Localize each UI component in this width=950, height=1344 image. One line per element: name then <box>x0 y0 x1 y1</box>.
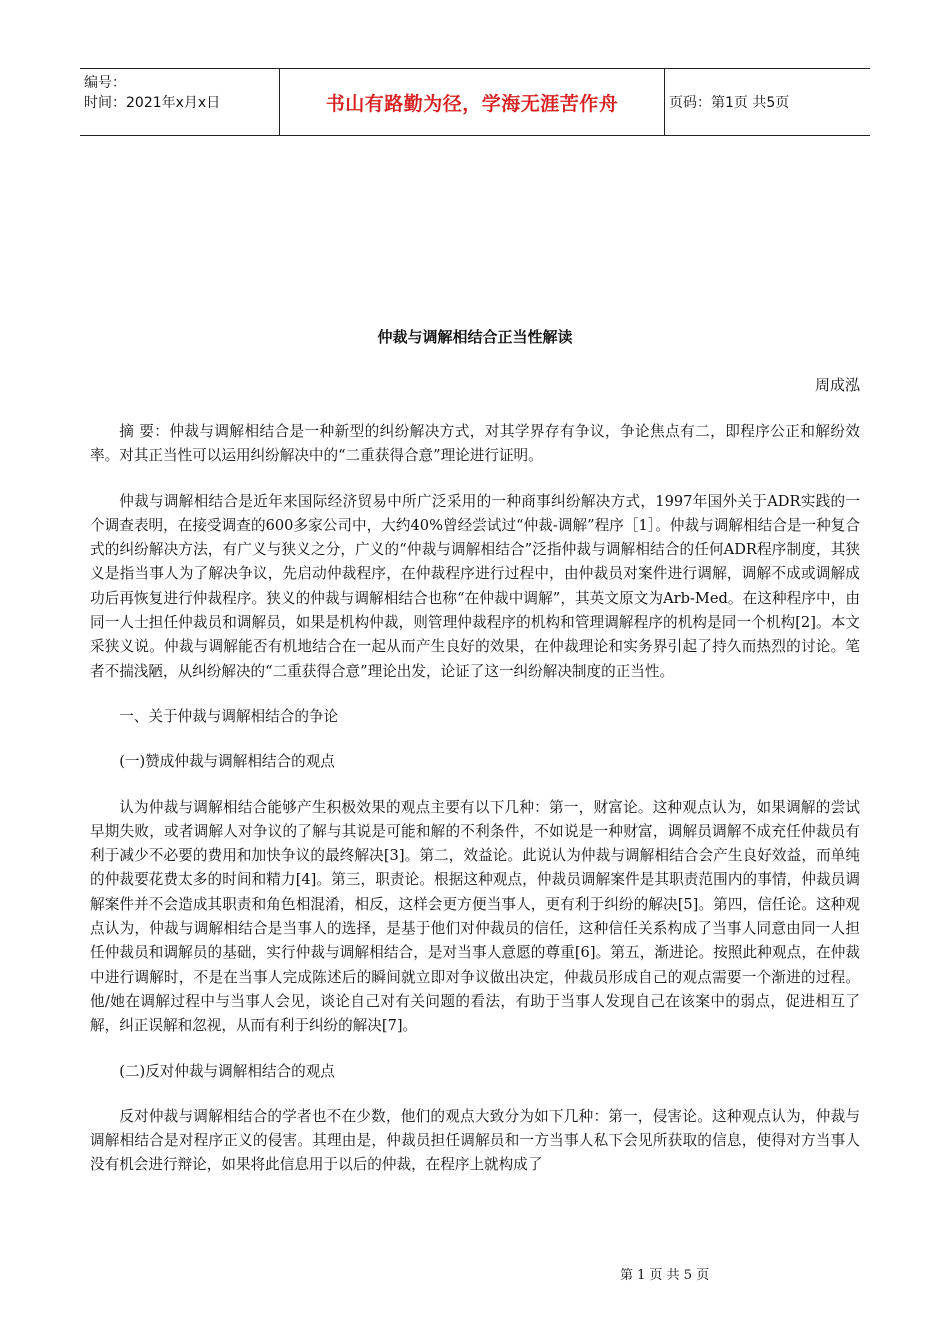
section-heading: 一、关于仲裁与调解相结合的争论 <box>119 707 339 725</box>
body-paragraph: 仲裁与调解相结合是近年来国际经济贸易中所广泛采用的一种商事纠纷解决方式，1997年国外关于ADR实践的一个调查表明，在接受调查的600多家公司中，大约40%曾经尝试过“仲裁-调解”程序［1］。仲裁与调解相结合是一种复合式的纠纷解决方法，有广义与狭义之分，广义的“仲裁与调解相结合”泛指仲裁与调解相结合的任何ADR程序制度，其狭义是指当事人为了解决争议，先启动仲裁程序，在仲裁程序进行过程中，由仲裁员对案件进行调解，调解不成或调解成功后再恢复进行仲裁程序。狭义的仲裁与调解相结合也称“在仲裁中调解”，其英文原文为Arb-Med。在这种程序中，由同一人士担任仲裁员和调解员，如果是机构仲裁，则管理仲裁程序的机构和管理调解程序的机构是同一个机构[2]。本文采狭义说。仲裁与调解能否有机地结合在一起从而产生良好的效果，在仲裁理论和实务界引起了持久而热烈的讨论。笔者不揣浅陋，从纠纷解决的“二重获得合意”理论出发，论证了这一纠纷解决制度的正当性。 <box>90 492 860 680</box>
subsection-heading: (二)反对仲裁与调解相结合的观点 <box>119 1062 335 1080</box>
body-paragraph: 认为仲裁与调解相结合能够产生积极效果的观点主要有以下几种：第一，财富论。这种观点认为，如果调解的尝试早期失败，或者调解人对争议的了解与其说是可能和解的不利条件，不如说是一种财富，调解员调解不成充任仲裁员有利于减少不必要的费用和加快争议的最终解决[3]。第二，效益论。此说认为仲裁与调解相结合会产生良好效益，而单纯的仲裁要花费太多的时间和精力[4]。第三，职责论。根据这种观点，仲裁员调解案件是其职责范围内的事情，仲裁员调解案件并不会造成其职责和角色相混淆，相反，这样会更方便当事人，更有利于纠纷的解决[5]。第四，信任论。这种观点认为，仲裁与调解相结合是当事人的选择，是基于他们对仲裁员的信任，这种信任关系构成了当事人同意由同一人担任仲裁员和调解员的基础，实行仲裁与调解相结合，是对当事人意愿的尊重[6]。第五，渐进论。按照此种观点，在仲裁中进行调解时，不是在当事人完成陈述后的瞬间就立即对争议做出决定，仲裁员形成自己的观点需要一个渐进的过程。他/她在调解过程中与当事人会见，谈论自己对有关问题的看法，有助于当事人发现自己在该案中的弱点，促进相互了解，纠正误解和忽视，从而有利于纠纷的解决[7]。 <box>90 798 860 1035</box>
document-title: 仲裁与调解相结合正当性解读 <box>377 328 573 346</box>
header-page-info: 页码：第1页 共5页 <box>669 95 790 111</box>
header-meta <box>80 69 280 135</box>
header-motto: 书山有路勤为径，学海无涯苦作舟 <box>280 69 665 135</box>
author-name: 周成泓 <box>814 376 860 394</box>
abstract-paragraph: 摘 要：仲裁与调解相结合是一种新型的纠纷解决方式，对其学界存有争议，争论焦点有二，即程序公正和解纷效率。对其正当性可以运用纠纷解决中的“二重获得合意”理论进行证明。 <box>90 423 860 465</box>
subsection-heading: (一)赞成仲裁与调解相结合的观点 <box>119 753 335 771</box>
page-footer: 第 1 页 共 5 页 <box>620 1268 710 1283</box>
document-number: 编号： <box>84 75 126 91</box>
document-body <box>90 420 860 1199</box>
body-paragraph: 反对仲裁与调解相结合的学者也不在少数，他们的观点大致分为如下几种：第一，侵害论。这种观点认为，仲裁与调解相结合是对程序正义的侵害。其理由是，仲裁员担任调解员和一方当事人私下会见所获取的信息，使得对方当事人没有机会进行辩论，如果将此信息用于以后的仲裁，在程序上就构成了 <box>90 1107 860 1174</box>
page-header <box>80 68 870 136</box>
document-date: 时间：2021年x月x日 <box>84 95 221 111</box>
